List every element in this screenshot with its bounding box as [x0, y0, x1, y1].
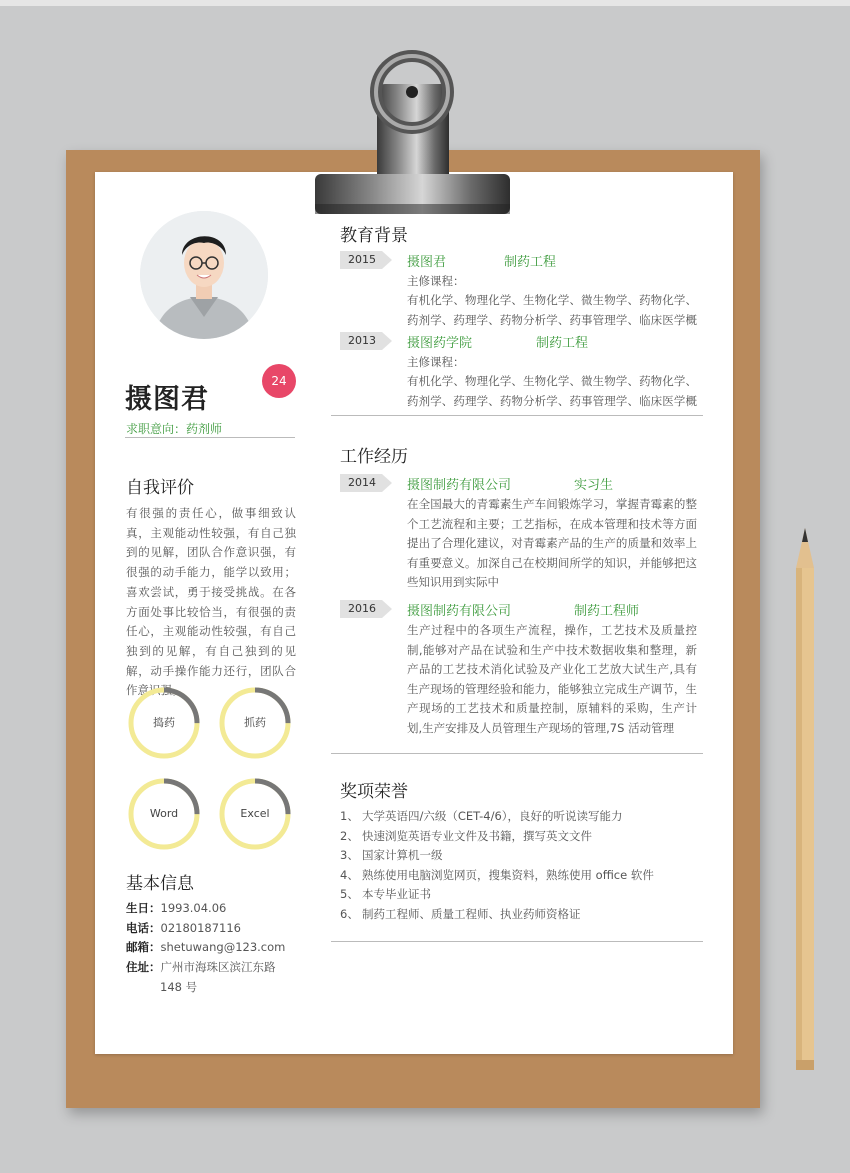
self-evaluation-title: 自我评价 [126, 478, 194, 498]
award-number: 4、 [340, 868, 359, 882]
email-value: shetuwang@123.com [160, 940, 286, 954]
award-item [340, 906, 581, 922]
awards-title: 奖项荣誉 [340, 782, 408, 802]
skill-ring [219, 687, 291, 759]
birth-row [126, 899, 226, 919]
award-number: 3、 [340, 848, 359, 862]
section-divider [331, 415, 703, 416]
job-description: 生产过程中的各项生产流程，操作，工艺技术及质量控制,能够对产品在试验和生产中技术数据收集和整理，新产品的工艺技术消化试验及产业化工艺放大试生产,具有生产现场的管理经验和能力，能够独立完成生产调节，生产现场的工艺技术和质量控制，原辅料的采购，生产计划,生产安排及人员管理生产现场的管理,7S 活动管理 [407, 623, 697, 735]
course-list: 有机化学、物理化学、生物化学、微生物学、药物化学、药剂学、药理学、药物分析学、药事管理学、临床医学概 [407, 374, 697, 408]
course-label: 主修课程： [407, 274, 465, 288]
year-tag [340, 474, 392, 492]
job-role: 制药工程师 [574, 604, 640, 619]
skill-ring [128, 687, 200, 759]
company-name: 摄图制药有限公司 [407, 478, 512, 493]
award-text: 熟练使用电脑浏览网页，搜集资料，熟练使用 office 软件 [362, 868, 654, 882]
award-item [340, 808, 623, 824]
award-text: 本专毕业证书 [362, 887, 431, 901]
award-item [340, 867, 654, 883]
award-item [340, 847, 443, 863]
address-row [126, 958, 276, 978]
email-label: 邮箱： [126, 940, 161, 954]
award-number: 2、 [340, 829, 359, 843]
divider [125, 437, 295, 438]
year-label: 2013 [348, 334, 376, 347]
avatar [140, 211, 268, 339]
skill-label: Excel [240, 807, 270, 820]
address-value: 广州市海珠区滨江东路 [160, 960, 276, 974]
skill-label: 捣药 [153, 716, 175, 729]
major-name: 制药工程 [504, 255, 557, 270]
work-title: 工作经历 [340, 447, 408, 467]
year-label: 2016 [348, 602, 376, 615]
year-tag [340, 600, 392, 618]
section-divider [331, 753, 703, 754]
job-description: 在全国最大的青霉素生产车间锻炼学习，掌握青霉素的整个工艺流程和主要；工艺指标，在成本管理和技术等方面提出了合理化建议，对青霉素产品的生产的质量和效率上有重要意义。加深自己在校期间所学的知识，并能够把这些知识用到实际中 [407, 497, 697, 590]
award-item [340, 828, 592, 844]
year-tag [340, 332, 392, 350]
job-intent: 求职意向：药剂师 [126, 422, 223, 436]
phone-value: 02180187116 [160, 921, 241, 935]
school-name: 摄图君 [407, 255, 447, 270]
phone-row [126, 919, 241, 939]
person-avatar-icon [140, 211, 268, 339]
award-text: 快速浏览英语专业文件及书籍，撰写英文文件 [362, 829, 592, 843]
job-role: 实习生 [574, 478, 614, 493]
skill-ring [128, 778, 200, 850]
skill-label: 抓药 [244, 716, 266, 729]
phone-label: 电话： [126, 921, 161, 935]
year-label: 2014 [348, 476, 376, 489]
company-name: 摄图制药有限公司 [407, 604, 512, 619]
award-text: 制药工程师、质量工程师、执业药师资格证 [362, 907, 581, 921]
award-number: 5、 [340, 887, 359, 901]
candidate-name: 摄图君 [125, 384, 209, 415]
section-divider [331, 941, 703, 942]
pencil-icon [790, 528, 820, 1073]
course-list: 有机化学、物理化学、生物化学、微生物学、药物化学、药剂学、药理学、药物分析学、药事管理学、临床医学概 [407, 293, 697, 327]
binder-clip-icon [315, 44, 510, 224]
skill-label: Word [149, 807, 179, 820]
self-evaluation-text: 有很强的责任心，做事细致认真，主观能动性较强，有自己独到的见解，团队合作意识强，有很强的动手能力，能学以致用；喜欢尝试，勇于接受挑战。在各方面处事比较恰当，有很强的责任心，主观能动性较强，有自己独到的见解，有自己独到的见解，动手操作能力还行，团队合作意识强。 [126, 506, 296, 698]
education-title: 教育背景 [340, 226, 408, 246]
award-number: 6、 [340, 907, 359, 921]
award-item [340, 886, 431, 902]
course-label: 主修课程： [407, 355, 465, 369]
award-number: 1、 [340, 809, 359, 823]
birth-label: 生日： [126, 901, 161, 915]
age-badge: 24 [262, 364, 296, 398]
skill-ring [219, 778, 291, 850]
birth-value: 1993.04.06 [160, 901, 227, 915]
school-name: 摄图药学院 [407, 336, 473, 351]
address-line2: 148 号 [160, 980, 198, 994]
basic-info-title: 基本信息 [126, 874, 194, 894]
major-name: 制药工程 [536, 336, 589, 351]
top-strip [0, 0, 850, 6]
address-label: 住址： [126, 960, 161, 974]
year-label: 2015 [348, 253, 376, 266]
year-tag [340, 251, 392, 269]
award-text: 国家计算机一级 [362, 848, 443, 862]
email-row [126, 938, 285, 958]
award-text: 大学英语四/六级（CET-4/6），良好的听说读写能力 [362, 809, 623, 823]
